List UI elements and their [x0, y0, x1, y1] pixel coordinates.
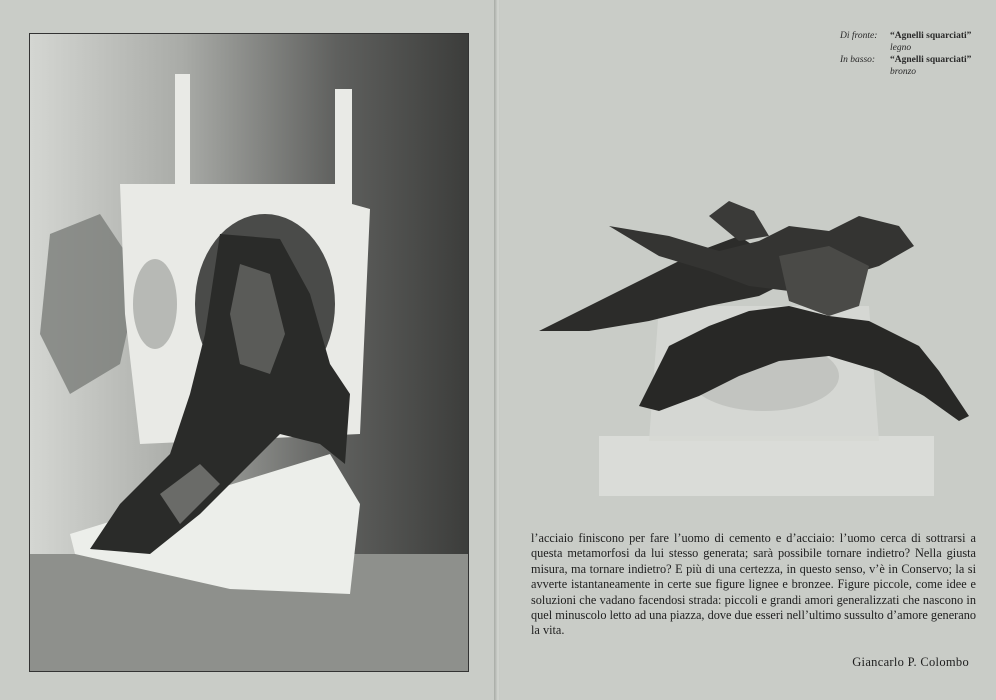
- bronze-sculpture-image: [529, 196, 977, 502]
- caption-front-title: “Agnelli squarciati”: [890, 31, 972, 41]
- caption-below-label: In basso:: [840, 55, 876, 65]
- caption-front-label: Di fronte:: [840, 31, 878, 41]
- caption-front-material: legno: [890, 43, 912, 53]
- caption-front: [840, 30, 971, 54]
- essay-text: l’acciaio finiscono per fare l’uomo di cemento e d’acciaio: l’uomo cerca di sottrarsi a questa metamorfosi da lui stesso generata; sarà possibile tornare indietro? Nella giusta misura, ma tornare indietro? E più di una certezza, in questo senso, v’è in Conservo; la si avverte istantaneamente in certe sue figure lignee e bronzee. Figure piccole, come idee e soluzioni che vadano facendosi strada: piccoli e grandi amori generalizzati che nascono in quel minuscolo letto ad una piazza, dove due esseri nell’ultimo sussulto d’amore generano la vita.: [531, 531, 976, 638]
- caption-below-title: “Agnelli squarciati”: [890, 55, 972, 65]
- author-signature: Giancarlo P. Colombo: [852, 655, 969, 669]
- caption-below: [840, 54, 971, 78]
- left-page: [0, 0, 496, 700]
- bronze-sculpture-photo: [529, 196, 977, 502]
- wooden-sculpture-photo: [29, 33, 469, 672]
- essay-paragraph: [531, 531, 976, 639]
- wooden-sculpture-image: [30, 34, 468, 671]
- caption-block: [840, 30, 971, 78]
- caption-below-material: bronzo: [890, 67, 917, 77]
